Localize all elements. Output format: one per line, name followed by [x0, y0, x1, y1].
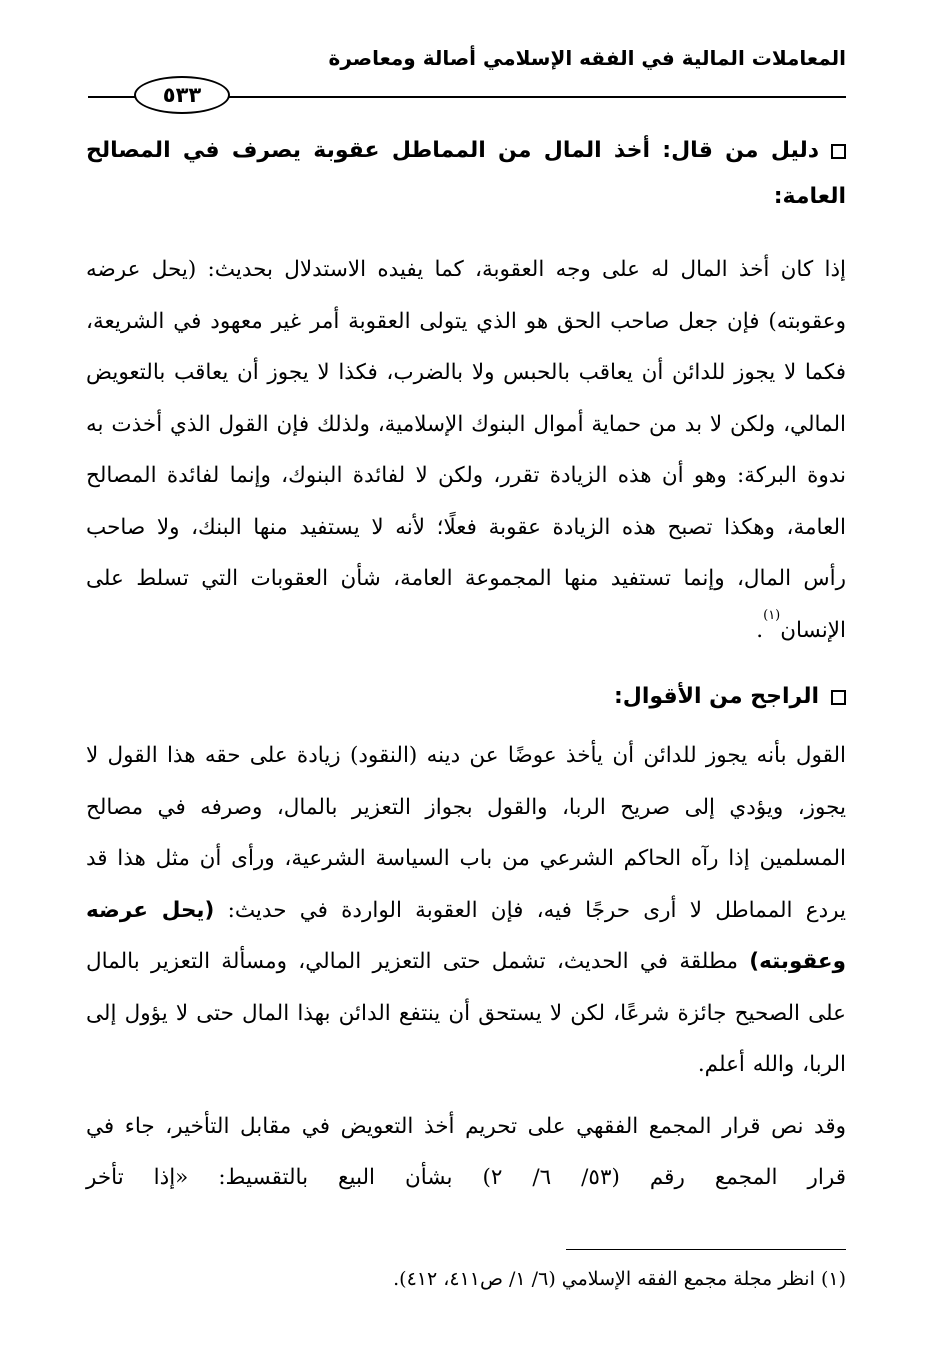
paragraph-council-resolution: وقد نص قرار المجمع الفقهي على تحريم أخذ التعويض في مقابل التأخير، جاء في قرار المجمع رقم (٥٣/ ٦/ ٢) بشأن البيع بالتقسيط: «إذا تأخر — [86, 1113, 846, 1190]
square-bullet-icon — [831, 144, 846, 159]
section-heading-text: دليل من قال: أخذ المال من المماطل عقوبة يصرف في المصالح العامة: — [86, 138, 846, 209]
page-number-badge — [134, 76, 230, 114]
footnote-number: (١) — [820, 1268, 846, 1290]
page-body — [86, 128, 846, 1204]
paragraph-end: . — [756, 617, 764, 643]
footnote-text: انظر مجلة مجمع الفقه الإسلامي (٦/ ١/ ص٤١١، ٤١٢). — [393, 1268, 815, 1290]
section-heading-text: الراجح من الأقوال: — [613, 684, 819, 709]
footnote-rule — [566, 1249, 846, 1250]
paragraph-text: القول بأنه يجوز للدائن أن يأخذ عوضًا عن دينه (النقود) زيادة على حقه هذا القول لا يجوز، ويؤدي إلى صريح الربا، والقول بجواز التعزير بالمال، وصرفه في مصالح المسلمين إذا رآه الحاكم الشرعي من باب السياسة الشرعية، ورأى أن مثل هذا قد يردع المماطل لا أرى حرجًا فيه، فإن العقوبة الواردة في حديث: — [86, 743, 846, 923]
section-heading-evidence — [86, 128, 846, 220]
paragraph-evidence — [86, 244, 846, 656]
page-number: ٥٣٣ — [162, 83, 202, 107]
section-heading-preponderant — [86, 674, 846, 720]
running-header-title: المعاملات المالية في الفقه الإسلامي أصالة ومعاصرة — [328, 46, 846, 70]
paragraph-text: مطلقة في الحديث، تشمل حتى التعزير المالي، ومسألة التعزير بالمال على الصحيح جائزة شرعًا، لكن لا يستحق أن ينتفع الدائن بهذا المال حتى لا يؤول إلى الربا، والله أعلم. — [86, 949, 847, 1077]
paragraph-preponderant — [86, 730, 846, 1091]
paragraph-text: إذا كان أخذ المال له على وجه العقوبة، كما يفيده الاستدلال بحديث: (يحل عرضه وعقوبته) فإن جعل صاحب الحق هو الذي يتولى العقوبة أمر غير معهود في الشريعة، فكما لا يجوز للدائن أن يعاقب بالحبس ولا بالضرب، فكذا لا يجوز أن يعاقب بالتعويض المالي، ولكن لا بد من حماية أموال البنوك الإسلامية، ولذلك فإن القول الذي أخذت به ندوة البركة: وهو أن هذه الزيادة تقرر، ولكن لا لفائدة البنوك، وإنما لفائدة المصالح العامة، وهكذا تصبح هذه الزيادة عقوبة فعلًا؛ لأنه لا يستفيد منها البنك، ولا صاحب رأس المال، وإنما تستفيد منها المجموعة العامة، شأن العقوبات التي تسلط على الإنسان — [86, 257, 846, 643]
footnote-ref: (١) — [763, 607, 781, 623]
hadith-quote: (يحل عرضه وعقوبته) — [86, 897, 846, 974]
square-bullet-icon — [831, 690, 846, 705]
footnote — [120, 1264, 846, 1294]
